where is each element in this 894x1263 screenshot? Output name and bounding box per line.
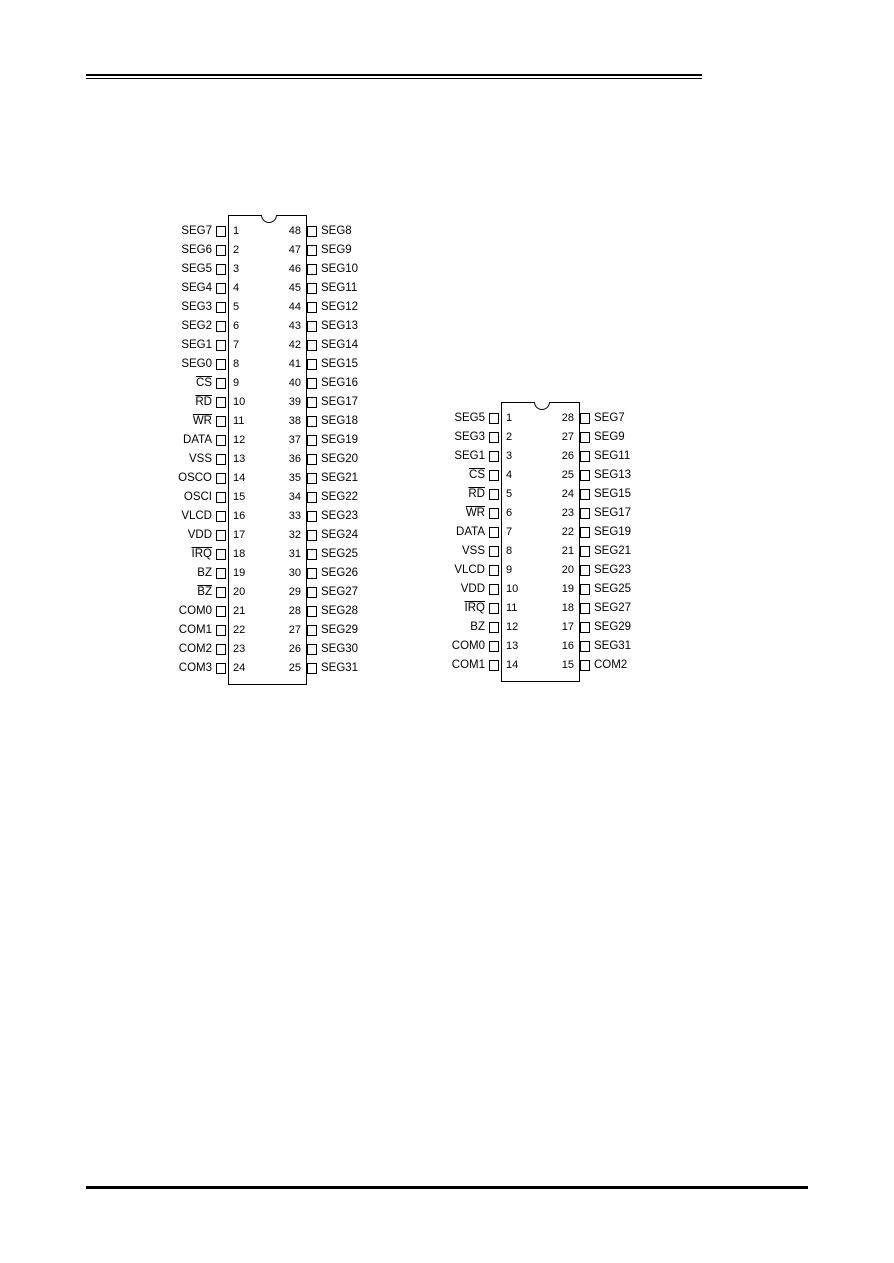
pin-number: 25 bbox=[288, 662, 301, 674]
pin-name: SEG21 bbox=[594, 545, 632, 557]
pin-number: 13 bbox=[233, 453, 246, 465]
pin-name: COM1 bbox=[178, 624, 212, 636]
pin-number: 2 bbox=[506, 431, 513, 443]
pin-name: SEG12 bbox=[321, 301, 359, 313]
pin-number: 16 bbox=[561, 640, 574, 652]
pin-number: 24 bbox=[233, 662, 246, 674]
pin-number: 32 bbox=[288, 529, 301, 541]
pin-right bbox=[0, 260, 894, 279]
pin-number: 24 bbox=[561, 488, 574, 500]
pin-number: 43 bbox=[288, 320, 301, 332]
pin-number: 9 bbox=[233, 377, 240, 389]
pin-number: 1 bbox=[233, 225, 240, 237]
pin-pad bbox=[307, 340, 317, 351]
pin-name: SEG0 bbox=[181, 358, 212, 370]
pin-name: SEG27 bbox=[594, 602, 632, 614]
pin-number: 47 bbox=[288, 244, 301, 256]
pin-right bbox=[0, 618, 894, 637]
pin-pad bbox=[580, 641, 590, 652]
pin-name: SEG6 bbox=[181, 244, 212, 256]
pin-number: 18 bbox=[561, 602, 574, 614]
pin-number: 20 bbox=[561, 564, 574, 576]
pin-pad bbox=[307, 283, 317, 294]
pin-number: 23 bbox=[561, 507, 574, 519]
pin-number: 11 bbox=[506, 602, 518, 614]
pin-name: SEG8 bbox=[321, 225, 352, 237]
pin-pad bbox=[307, 302, 317, 313]
pin-name: SEG15 bbox=[594, 488, 632, 500]
pin-name: COM0 bbox=[178, 605, 212, 617]
pin-name: SEG7 bbox=[594, 412, 625, 424]
pin-name: $\overline{CS}$ bbox=[196, 377, 212, 389]
pin-name: SEG30 bbox=[321, 643, 359, 655]
pin-name: SEG1 bbox=[454, 450, 485, 462]
pin-name: SEG23 bbox=[321, 510, 359, 522]
pin-number: 42 bbox=[288, 339, 301, 351]
pin-name: SEG28 bbox=[321, 605, 359, 617]
pin-pad bbox=[580, 546, 590, 557]
pin-right bbox=[0, 409, 894, 428]
pin-number: 17 bbox=[561, 621, 574, 633]
pin-pad bbox=[307, 226, 317, 237]
pin-number: 35 bbox=[288, 472, 301, 484]
pin-number: 21 bbox=[561, 545, 574, 557]
pin-right bbox=[0, 523, 894, 542]
pin-right bbox=[0, 485, 894, 504]
pin-name: $\overline{WR}$ bbox=[465, 507, 485, 519]
pin-name: SEG9 bbox=[594, 431, 625, 443]
pin-right bbox=[0, 428, 894, 447]
pin-number: 29 bbox=[288, 586, 301, 598]
pin-number: 20 bbox=[233, 586, 246, 598]
pin-pad bbox=[307, 359, 317, 370]
pin-name: SEG29 bbox=[594, 621, 632, 633]
pin-name: COM0 bbox=[451, 640, 485, 652]
pin-number: 5 bbox=[506, 488, 513, 500]
pin-number: 2 bbox=[233, 244, 240, 256]
pin-number: 4 bbox=[506, 469, 513, 481]
pin-name: OSCO bbox=[178, 472, 212, 484]
pin-name: SEG31 bbox=[321, 662, 359, 674]
pin-right bbox=[0, 336, 894, 355]
pin-number: 46 bbox=[288, 263, 301, 275]
pin-number: 28 bbox=[561, 412, 574, 424]
pin-number: 26 bbox=[561, 450, 574, 462]
pin-number: 37 bbox=[288, 434, 301, 446]
pin-number: 14 bbox=[233, 472, 246, 484]
pin-name: COM3 bbox=[178, 662, 212, 674]
pin-pad bbox=[307, 378, 317, 389]
pin-name: VDD bbox=[460, 583, 485, 595]
pin-pad bbox=[580, 451, 590, 462]
pin-number: 38 bbox=[288, 415, 301, 427]
pin-name: SEG19 bbox=[594, 526, 632, 538]
pin-number: 22 bbox=[561, 526, 574, 538]
pin-name: SEG19 bbox=[321, 434, 359, 446]
pin-number: 1 bbox=[506, 412, 513, 424]
pin-number: 23 bbox=[233, 643, 246, 655]
pin-number: 25 bbox=[561, 469, 574, 481]
pin-name: SEG9 bbox=[321, 244, 352, 256]
pin-number: 10 bbox=[506, 583, 519, 595]
pin-name: SEG24 bbox=[321, 529, 359, 541]
pin-name: $\overline{BZ}$ bbox=[197, 586, 212, 598]
header-rule bbox=[86, 74, 702, 76]
pin-number: 8 bbox=[233, 358, 240, 370]
pin-name: SEG2 bbox=[181, 320, 212, 332]
pin-number: 4 bbox=[233, 282, 240, 294]
pin-number: 26 bbox=[288, 643, 301, 655]
pin-right bbox=[0, 241, 894, 260]
pin-name: COM2 bbox=[178, 643, 212, 655]
pin-name: SEG14 bbox=[321, 339, 359, 351]
pin-name: VDD bbox=[187, 529, 212, 541]
pin-number: 22 bbox=[233, 624, 246, 636]
pin-name: $\overline{RD}$ bbox=[468, 488, 485, 500]
pin-number: 17 bbox=[233, 529, 246, 541]
pin-number: 15 bbox=[561, 659, 574, 671]
pin-right bbox=[0, 580, 894, 599]
pin-number: 30 bbox=[288, 567, 301, 579]
pin-name: SEG13 bbox=[594, 469, 632, 481]
pin-name: SEG18 bbox=[321, 415, 359, 427]
pin-number: 6 bbox=[233, 320, 240, 332]
pin-name: SEG17 bbox=[594, 507, 632, 519]
pin-number: 27 bbox=[561, 431, 574, 443]
pin-name: SEG3 bbox=[181, 301, 212, 313]
pin-number: 41 bbox=[288, 358, 301, 370]
pin-name: SEG17 bbox=[321, 396, 359, 408]
pin-name: $\overline{CS}$ bbox=[469, 469, 485, 481]
pin-number: 21 bbox=[233, 605, 246, 617]
pin-number: 7 bbox=[506, 526, 513, 538]
pin-name: SEG13 bbox=[321, 320, 359, 332]
pin-name: OSCI bbox=[183, 491, 212, 503]
pin-name: SEG4 bbox=[181, 282, 212, 294]
pin-pad bbox=[580, 660, 590, 671]
pin-pad bbox=[307, 245, 317, 256]
pin-name: COM1 bbox=[451, 659, 485, 671]
pin-name: VLCD bbox=[181, 510, 212, 522]
pin-right bbox=[0, 298, 894, 317]
pin-name: SEG31 bbox=[594, 640, 632, 652]
pin-right bbox=[0, 637, 894, 656]
pin-name: SEG5 bbox=[181, 263, 212, 275]
pin-right bbox=[0, 447, 894, 466]
pin-number: 48 bbox=[288, 225, 301, 237]
pin-number: 13 bbox=[506, 640, 519, 652]
pin-number: 19 bbox=[561, 583, 574, 595]
pin-name: SEG1 bbox=[181, 339, 212, 351]
pin-name: SEG16 bbox=[321, 377, 359, 389]
pin-name: SEG10 bbox=[321, 263, 359, 275]
pin-number: 44 bbox=[288, 301, 301, 313]
pin-pad bbox=[580, 413, 590, 424]
pin-right bbox=[0, 279, 894, 298]
pin-number: 19 bbox=[233, 567, 246, 579]
pin-name: SEG11 bbox=[321, 282, 358, 294]
pin-name: SEG20 bbox=[321, 453, 359, 465]
pin-number: 16 bbox=[233, 510, 246, 522]
pin-number: 8 bbox=[506, 545, 513, 557]
pin-number: 27 bbox=[288, 624, 301, 636]
pin-name: SEG5 bbox=[454, 412, 485, 424]
pin-right bbox=[0, 355, 894, 374]
pin-name: SEG11 bbox=[594, 450, 631, 462]
pin-name: SEG27 bbox=[321, 586, 359, 598]
pin-number: 15 bbox=[233, 491, 246, 503]
pin-pad bbox=[580, 470, 590, 481]
pin-number: 18 bbox=[233, 548, 246, 560]
pin-right bbox=[0, 504, 894, 523]
pin-name: SEG29 bbox=[321, 624, 359, 636]
pin-number: 34 bbox=[288, 491, 301, 503]
pin-right bbox=[0, 374, 894, 393]
pin-number: 11 bbox=[233, 415, 245, 427]
pin-name: BZ bbox=[470, 621, 485, 633]
pin-name: SEG25 bbox=[321, 548, 359, 560]
pin-number: 12 bbox=[233, 434, 246, 446]
pin-name: VSS bbox=[461, 545, 485, 557]
pin-number: 14 bbox=[506, 659, 519, 671]
pin-right bbox=[0, 561, 894, 580]
pin-pad bbox=[580, 603, 590, 614]
pin-name: $\overline{IRQ}$ bbox=[191, 548, 212, 560]
pin-number: 10 bbox=[233, 396, 246, 408]
pin-name: SEG26 bbox=[321, 567, 359, 579]
pin-number: 40 bbox=[288, 377, 301, 389]
pin-right bbox=[0, 599, 894, 618]
pin-right bbox=[0, 542, 894, 561]
pin-name: DATA bbox=[456, 526, 485, 538]
pin-name: SEG21 bbox=[321, 472, 359, 484]
pin-pad bbox=[580, 508, 590, 519]
pin-number: 7 bbox=[233, 339, 240, 351]
pin-right bbox=[0, 222, 894, 241]
pin-name: $\overline{RD}$ bbox=[195, 396, 212, 408]
pin-pad bbox=[580, 527, 590, 538]
pin-name: VSS bbox=[188, 453, 212, 465]
pin-number: 28 bbox=[288, 605, 301, 617]
pin-name: SEG22 bbox=[321, 491, 359, 503]
pin-name: SEG7 bbox=[181, 225, 212, 237]
pin-pad bbox=[580, 584, 590, 595]
footer-rule bbox=[86, 1186, 808, 1189]
pin-name: VLCD bbox=[454, 564, 485, 576]
pin-number: 9 bbox=[506, 564, 513, 576]
pin-pad bbox=[580, 432, 590, 443]
pin-name: BZ bbox=[197, 567, 212, 579]
pin-right bbox=[0, 317, 894, 336]
pin-pad bbox=[307, 321, 317, 332]
pin-name: $\overline{WR}$ bbox=[192, 415, 212, 427]
pin-right bbox=[0, 466, 894, 485]
pin-pad bbox=[580, 489, 590, 500]
pin-number: 3 bbox=[506, 450, 513, 462]
pin-number: 31 bbox=[288, 548, 301, 560]
pin-name: $\overline{IRQ}$ bbox=[464, 602, 485, 614]
pin-number: 6 bbox=[506, 507, 513, 519]
pin-number: 36 bbox=[288, 453, 301, 465]
pin-number: 5 bbox=[233, 301, 240, 313]
pin-name: SEG3 bbox=[454, 431, 485, 443]
pin-name: DATA bbox=[183, 434, 212, 446]
pin-number: 33 bbox=[288, 510, 301, 522]
pin-name: SEG15 bbox=[321, 358, 359, 370]
pin-pad bbox=[307, 397, 317, 408]
pin-number: 45 bbox=[288, 282, 301, 294]
pin-number: 12 bbox=[506, 621, 519, 633]
pin-pad bbox=[307, 264, 317, 275]
pin-name: SEG25 bbox=[594, 583, 632, 595]
pin-number: 3 bbox=[233, 263, 240, 275]
pin-name: SEG23 bbox=[594, 564, 632, 576]
pin-name: COM2 bbox=[594, 659, 628, 671]
pin-number: 39 bbox=[288, 396, 301, 408]
pin-pad bbox=[580, 622, 590, 633]
pin-right bbox=[0, 656, 894, 675]
pin-pad bbox=[580, 565, 590, 576]
